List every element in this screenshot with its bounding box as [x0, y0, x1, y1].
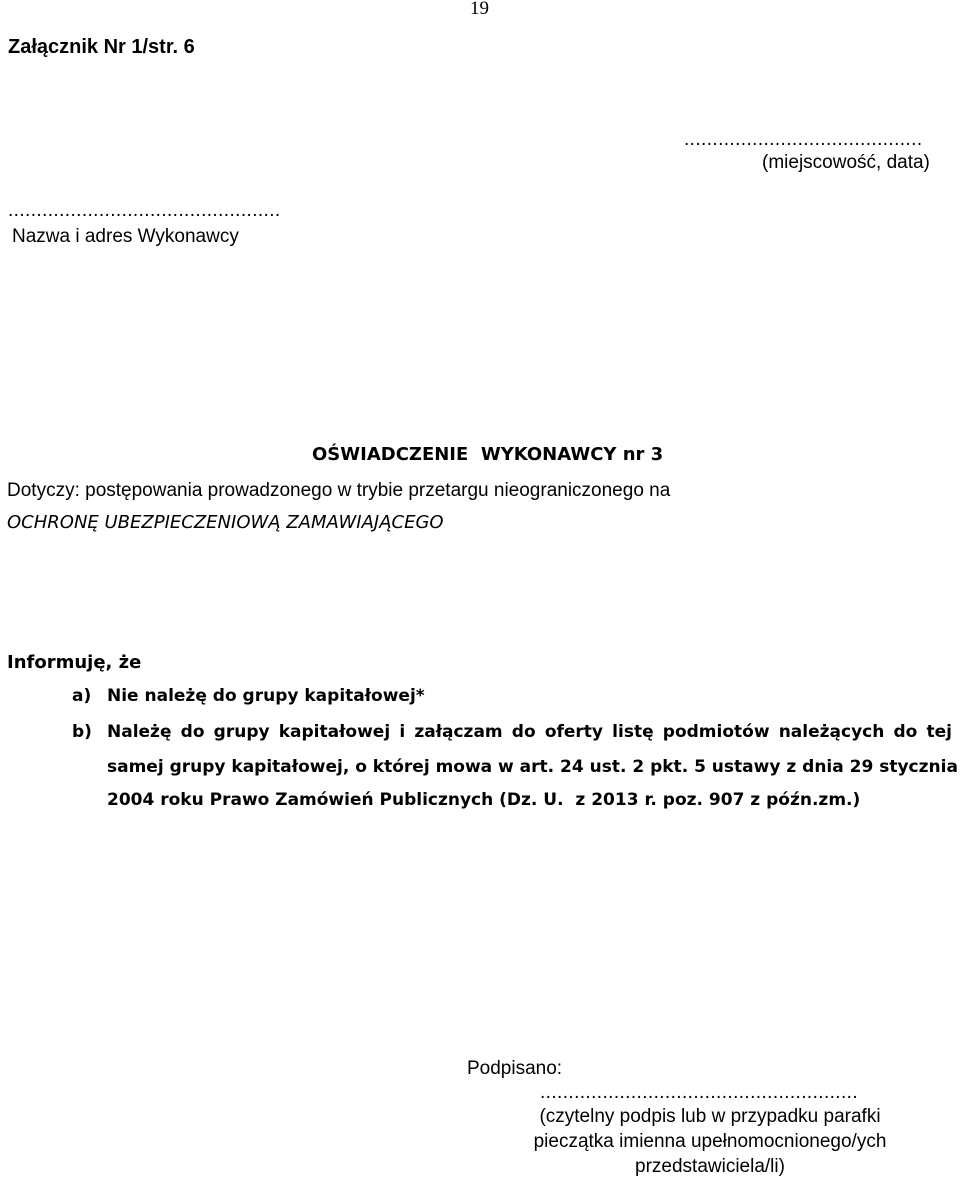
attachment-label: Załącznik Nr 1/str. 6	[8, 36, 195, 58]
signature-dots: ........................................................	[540, 1082, 859, 1103]
signature-note: (czytelny podpis lub w przypadku parafki pieczątka imienna upełnomocnionego/ych przedstawiciela/li)	[533, 1106, 887, 1177]
contractor-label: Nazwa i adres Wykonawcy	[12, 226, 239, 247]
declaration-intro: Informuję, że	[7, 652, 142, 673]
option-b-line-3: 2004 roku Prawo Zamówień Publicznych (Dz. U. z 2013 r. poz. 907 z późn.zm.)	[107, 790, 861, 810]
option-b-line-1: Należę do grupy kapitałowej i załączam do oferty listę podmiotów należących do tej	[107, 722, 952, 742]
procurement-subject: OCHRONĘ UBEZPIECZENIOWĄ ZAMAWIAJĄCEGO	[7, 512, 444, 533]
contractor-dots: ................................................	[8, 200, 281, 221]
signature-label: Podpisano:	[467, 1058, 563, 1079]
option-b-line-2: samej grupy kapitałowej, o której mowa w art. 24 ust. 2 pkt. 5 ustawy z dnia 29 stycznia	[107, 757, 958, 777]
declaration-title: OŚWIADCZENIE WYKONAWCY nr 3	[312, 444, 664, 465]
option-b-marker: b)	[72, 722, 92, 742]
concerns-line: Dotyczy: postępowania prowadzonego w trybie przetargu nieograniczonego na	[7, 480, 671, 501]
option-a-text: Nie należę do grupy kapitałowej*	[107, 686, 425, 706]
option-a-marker: a)	[72, 686, 92, 706]
place-date-dots: ..........................................	[684, 129, 923, 150]
place-date-label: (miejscowość, data)	[762, 152, 930, 173]
page-number: 19	[470, 0, 489, 19]
